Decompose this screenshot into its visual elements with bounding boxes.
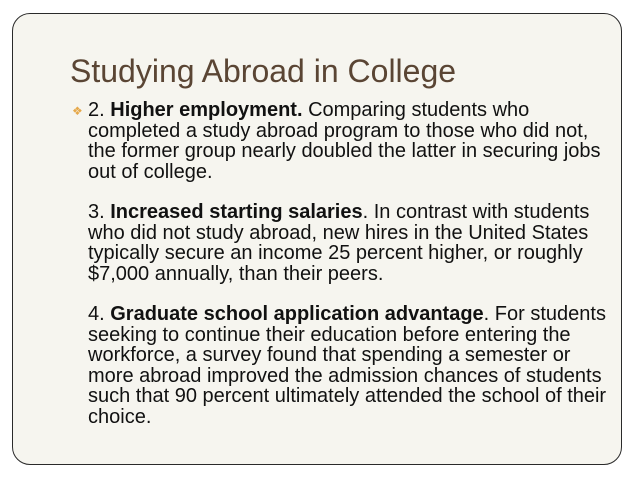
paragraph-heading: Higher employment. (110, 99, 303, 121)
paragraph-number: 2. (88, 99, 111, 121)
paragraph-graduate-school (88, 304, 612, 427)
slide-title: Studying Abroad in College (70, 53, 457, 89)
bullet-content (72, 100, 612, 427)
paragraph-body: . In contrast with students who did not study abroad, new hires in the United States typically secure an income 25 percent higher, or roughly $7,000 annually, than their peers. (88, 201, 590, 285)
paragraph-number: 3. (88, 201, 111, 223)
bullet-text (88, 100, 612, 427)
paragraph-heading: Increased starting salaries (110, 201, 363, 223)
paragraph-number: 4. (88, 303, 111, 325)
paragraph-heading: Graduate school application advantage (110, 303, 484, 325)
paragraph-salaries (88, 202, 612, 284)
paragraph-employment (88, 100, 612, 182)
diamond-bullet-icon: ❖ (72, 104, 83, 118)
paragraph-body: Comparing students who completed a study abroad program to those who did not, the former group nearly doubled the latter in securing jobs out of college. (88, 99, 601, 183)
paragraph-body: . For students seeking to continue their education before entering the workforce, a survey found that spending a semester or more abroad improved the admission chances of students such that 90 percent ultimately attended the school of their choice. (88, 303, 607, 428)
